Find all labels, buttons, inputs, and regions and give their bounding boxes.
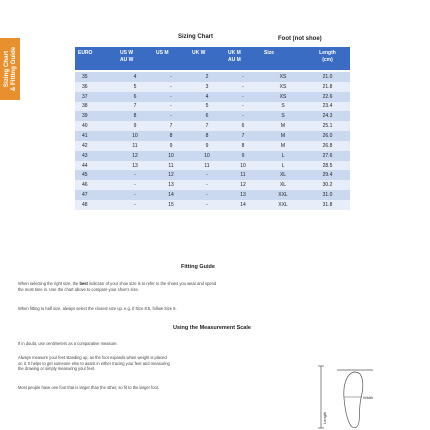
table-header-row xyxy=(75,47,350,71)
table-cell: M xyxy=(261,131,305,141)
table-cell: 25.1 xyxy=(305,121,350,131)
table-cell: 24.3 xyxy=(305,111,350,121)
table-cell: 9 xyxy=(117,121,153,131)
measurement-paragraph-1: If in doubt, use centimeters as a comparative measure. xyxy=(18,341,118,346)
table-cell: 8 xyxy=(153,131,189,141)
col-header-length: Length (cm) xyxy=(305,47,350,71)
measurement-title: Using the Measurement Scale xyxy=(173,325,251,331)
table-cell: 10 xyxy=(153,151,189,161)
table-cell: - xyxy=(225,111,261,121)
table-cell: 43 xyxy=(75,151,117,161)
table-cell: 11 xyxy=(153,161,189,171)
col-header-size: Size xyxy=(261,47,305,71)
chart-title: Sizing Chart xyxy=(178,34,214,40)
table-row xyxy=(75,82,350,92)
table-cell: 7 xyxy=(117,102,153,112)
table-row xyxy=(75,71,350,82)
table-cell: 7 xyxy=(153,121,189,131)
table-cell: 13 xyxy=(225,190,261,200)
table-row xyxy=(75,141,350,151)
foot-note: Foot (not shoe) xyxy=(278,36,322,42)
table-cell: 12 xyxy=(153,170,189,180)
side-tab-label: Sizing Chart & Fitting Guide xyxy=(3,46,17,92)
table-cell: - xyxy=(225,71,261,82)
table-cell: 21.0 xyxy=(305,71,350,82)
table-cell: - xyxy=(225,92,261,102)
table-cell: 30.2 xyxy=(305,180,350,190)
table-cell: - xyxy=(153,102,189,112)
table-cell: 31.8 xyxy=(305,200,350,210)
measurement-paragraph-2: Always measure your feet standing up, as the foot expands when weight is placed on it. It helps to get someone else to assist in either tracing your feet and measuring the drawing or simply measuring your feet. xyxy=(18,355,170,372)
table-cell: 36 xyxy=(75,82,117,92)
table-cell: 23.4 xyxy=(305,102,350,112)
table-cell: 28.5 xyxy=(305,161,350,171)
table-cell: 22.6 xyxy=(305,92,350,102)
fitting-paragraph-2: When fitting to half size, always select the closest size up. e.g. If Size 8.5, follow Size 9. xyxy=(18,306,177,311)
table-cell: - xyxy=(189,180,225,190)
table-row xyxy=(75,92,350,102)
table-cell: 35 xyxy=(75,71,117,82)
table-cell: 27.6 xyxy=(305,151,350,161)
table-cell: 6 xyxy=(117,92,153,102)
table-row xyxy=(75,161,350,171)
table-cell: 44 xyxy=(75,161,117,171)
table-cell: 13 xyxy=(117,161,153,171)
table-cell: 6 xyxy=(189,111,225,121)
col-header-us-m: US M xyxy=(153,47,189,71)
table-cell: 4 xyxy=(189,92,225,102)
table-cell: XL xyxy=(261,170,305,180)
table-cell: 21.8 xyxy=(305,82,350,92)
table-cell: 46 xyxy=(75,180,117,190)
table-cell: - xyxy=(117,190,153,200)
table-cell: 7 xyxy=(225,131,261,141)
table-cell: 37 xyxy=(75,92,117,102)
table-cell: - xyxy=(117,200,153,210)
table-cell: 10 xyxy=(117,131,153,141)
table-cell: 9 xyxy=(189,141,225,151)
table-cell: L xyxy=(261,161,305,171)
table-cell: 26.8 xyxy=(305,141,350,151)
col-header-uk-w: UK W xyxy=(189,47,225,71)
table-cell: 4 xyxy=(117,71,153,82)
table-cell: 8 xyxy=(189,131,225,141)
measurement-paragraph-3: Most people have one foot that is larger than the other, so fit to the larger foot. xyxy=(18,385,160,390)
table-cell: 9 xyxy=(225,151,261,161)
table-cell: 3 xyxy=(189,82,225,92)
table-cell: S xyxy=(261,111,305,121)
table-cell: - xyxy=(117,170,153,180)
table-row xyxy=(75,190,350,200)
table-cell: 12 xyxy=(225,180,261,190)
table-cell: 29.4 xyxy=(305,170,350,180)
table-row xyxy=(75,180,350,190)
table-cell: 6 xyxy=(225,121,261,131)
table-cell: - xyxy=(117,180,153,190)
table-cell: 39 xyxy=(75,111,117,121)
table-cell: - xyxy=(189,200,225,210)
table-cell: 2 xyxy=(189,71,225,82)
table-cell: - xyxy=(153,82,189,92)
table-cell: 7 xyxy=(189,121,225,131)
table-cell: 9 xyxy=(153,141,189,151)
table-cell: 48 xyxy=(75,200,117,210)
table-cell: - xyxy=(225,102,261,112)
table-row xyxy=(75,111,350,121)
table-cell: - xyxy=(189,170,225,180)
table-cell: 8 xyxy=(117,111,153,121)
table-cell: 5 xyxy=(189,102,225,112)
width-label: Width xyxy=(363,395,374,400)
table-cell: 45 xyxy=(75,170,117,180)
table-cell: 47 xyxy=(75,190,117,200)
size-table xyxy=(75,47,350,210)
table-cell: 42 xyxy=(75,141,117,151)
table-cell: 11 xyxy=(189,161,225,171)
table-cell: XXL xyxy=(261,190,305,200)
table-cell: - xyxy=(153,92,189,102)
col-header-uk-m: UK M AU M xyxy=(225,47,261,71)
table-row xyxy=(75,121,350,131)
table-cell: 8 xyxy=(225,141,261,151)
size-table-body xyxy=(75,71,350,210)
side-tab[interactable] xyxy=(0,38,20,100)
table-row xyxy=(75,170,350,180)
table-row xyxy=(75,151,350,161)
col-header-us-w: US W AU W xyxy=(117,47,153,71)
table-cell: XS xyxy=(261,71,305,82)
table-cell: - xyxy=(153,111,189,121)
length-label: Length xyxy=(322,411,327,424)
table-cell: 13 xyxy=(153,180,189,190)
table-row xyxy=(75,200,350,210)
foot-outline-icon xyxy=(344,372,363,428)
table-cell: - xyxy=(189,190,225,200)
table-cell: L xyxy=(261,151,305,161)
table-cell: 12 xyxy=(117,151,153,161)
table-row xyxy=(75,102,350,112)
table-cell: 40 xyxy=(75,121,117,131)
col-header-euro: EURO xyxy=(75,47,117,71)
table-cell: 14 xyxy=(225,200,261,210)
table-cell: M xyxy=(261,141,305,151)
table-cell: M xyxy=(261,121,305,131)
table-cell: 31.0 xyxy=(305,190,350,200)
table-cell: XXL xyxy=(261,200,305,210)
table-cell: XL xyxy=(261,180,305,190)
table-cell: XS xyxy=(261,92,305,102)
fitting-guide-title: Fitting Guide xyxy=(181,264,215,270)
table-cell: 11 xyxy=(117,141,153,151)
table-row xyxy=(75,131,350,141)
table-cell: S xyxy=(261,102,305,112)
table-cell: 38 xyxy=(75,102,117,112)
foot-measure-illustration xyxy=(313,362,383,430)
table-cell: XS xyxy=(261,82,305,92)
table-cell: 41 xyxy=(75,131,117,141)
table-cell: 10 xyxy=(225,161,261,171)
table-cell: 5 xyxy=(117,82,153,92)
table-cell: 14 xyxy=(153,190,189,200)
table-cell: 11 xyxy=(225,170,261,180)
table-cell: - xyxy=(153,71,189,82)
fitting-paragraph-1: When selecting the right size, the best indicator of your shoe size is to refer to the shoes you wear and spend the most time in. Use the chart above to compare your shoe's size. xyxy=(18,281,217,292)
table-cell: 10 xyxy=(189,151,225,161)
table-cell: 26.0 xyxy=(305,131,350,141)
table-cell: - xyxy=(225,82,261,92)
table-cell: 15 xyxy=(153,200,189,210)
